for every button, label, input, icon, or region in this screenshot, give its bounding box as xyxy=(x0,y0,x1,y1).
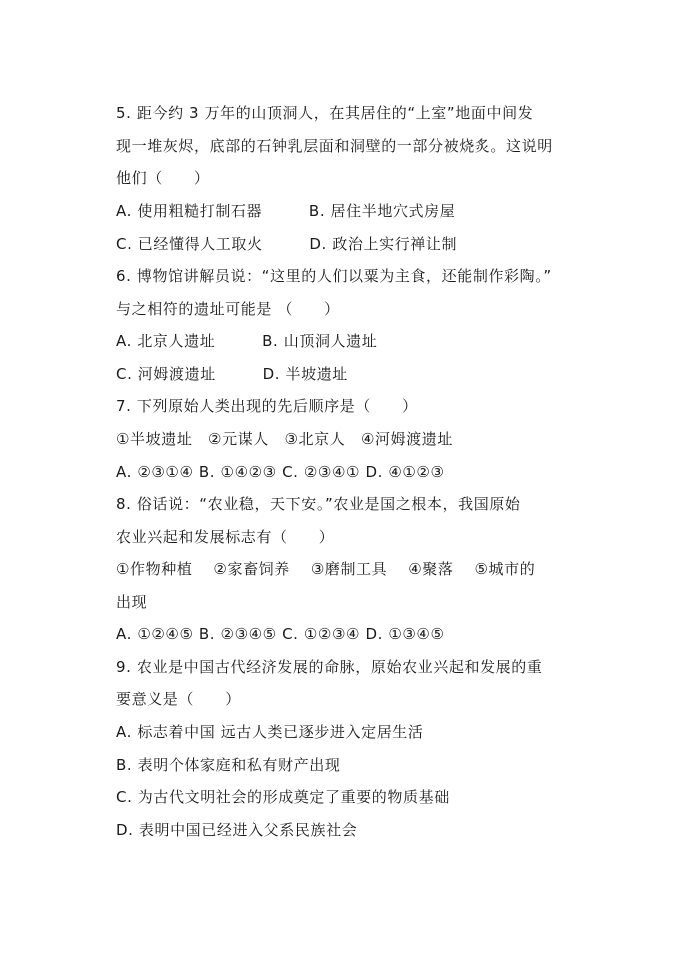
q9-option-a: A. 标志着中国 远古人类已逐步进入定居生活 xyxy=(116,723,424,741)
q7-stem-line-2: ①半坡遗址 ②元谋人 ③北京人 ④河姆渡遗址 xyxy=(116,430,453,448)
q9-option-b: B. 表明个体家庭和私有财产出现 xyxy=(116,756,341,774)
q7-stem-line-1: 7. 下列原始人类出现的先后顺序是（ ） xyxy=(116,397,418,415)
q9-option-c: C. 为古代文明社会的形成奠定了重要的物质基础 xyxy=(116,788,450,806)
q5-stem-line-1: 5. 距今约 3 万年的山顶洞人，在其居住的“上室”地面中间发 xyxy=(116,104,534,122)
q9-stem-line-2: 要意义是（ ） xyxy=(116,690,241,708)
q6-options-line-1: A. 北京人遗址 B. 山顶洞人遗址 xyxy=(116,332,378,350)
q5-options-line-1: A. 使用粗糙打制石器 B. 居住半地穴式房屋 xyxy=(116,202,456,220)
q8-stem-line-2: 农业兴起和发展标志有（ ） xyxy=(116,528,335,546)
q6-stem-line-2: 与之相符的遗址可能是 （ ） xyxy=(116,300,340,318)
q8-stem-line-3: ①作物种植 ②家畜饲养 ③磨制工具 ④聚落 ⑤城市的 xyxy=(116,560,536,578)
q5-options-line-2: C. 已经懂得人工取火 D. 政治上实行禅让制 xyxy=(116,235,458,253)
q8-stem-line-4: 出现 xyxy=(116,593,148,611)
q5-stem-line-2: 现一堆灰烬，底部的石钟乳层面和洞壁的一部分被烧炙。这说明 xyxy=(116,137,553,155)
q7-options-line-1: A. ②③①④ B. ①④②③ C. ②③④① D. ④①②③ xyxy=(116,463,445,481)
q6-options-line-2: C. 河姆渡遗址 D. 半坡遗址 xyxy=(116,365,348,383)
q8-options-line-1: A. ①②④⑤ B. ②③④⑤ C. ①②③④ D. ①③④⑤ xyxy=(116,625,445,643)
q6-stem-line-1: 6. 博物馆讲解员说：“这里的人们以粟为主食，还能制作彩陶。” xyxy=(116,267,552,285)
q8-stem-line-1: 8. 俗话说：“农业稳，天下安。”农业是国之根本，我国原始 xyxy=(116,495,521,513)
q5-stem-line-3: 他们（ ） xyxy=(116,169,210,187)
q9-stem-line-1: 9. 农业是中国古代经济发展的命脉，原始农业兴起和发展的重 xyxy=(116,658,543,676)
q9-option-d: D. 表明中国已经进入父系民族社会 xyxy=(116,821,358,839)
